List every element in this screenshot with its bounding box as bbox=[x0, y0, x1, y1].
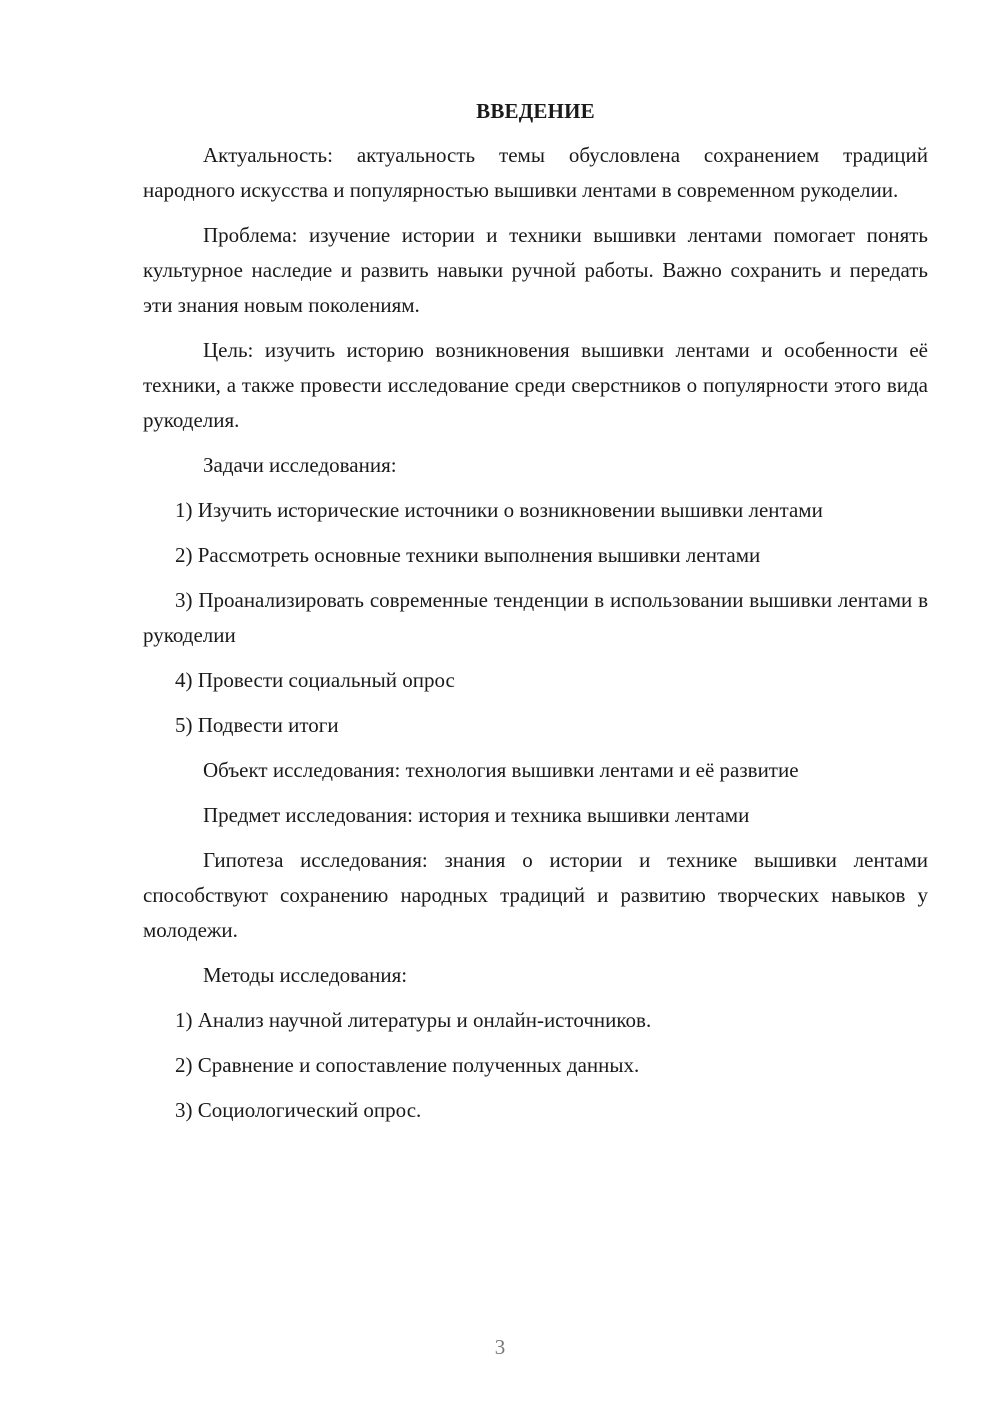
page-number: 3 bbox=[494, 1335, 506, 1359]
method-item: 2) Сравнение и сопоставление полученных данных. bbox=[175, 1053, 640, 1077]
document-page bbox=[143, 96, 928, 1138]
task-item: 5) Подвести итоги bbox=[175, 713, 339, 737]
method-item: 1) Анализ научной литературы и онлайн-источников. bbox=[175, 1008, 652, 1032]
task-item: 4) Провести социальный опрос bbox=[175, 668, 455, 692]
hypothesis-paragraph: Гипотеза исследования: знания о истории и технике вышивки лентами способствуют сохранению народных традиций и развитию творческих навыков у молодежи. bbox=[143, 848, 928, 942]
goal-paragraph: Цель: изучить историю возникновения вышивки лентами и особенности её техники, а также провести исследование среди сверстников о популярности этого вида рукоделия. bbox=[143, 338, 928, 432]
task-item: 1) Изучить исторические источники о возникновении вышивки лентами bbox=[175, 498, 823, 522]
task-item: 2) Рассмотреть основные техники выполнения вышивки лентами bbox=[175, 543, 761, 567]
method-item: 3) Социологический опрос. bbox=[175, 1098, 422, 1122]
relevance-paragraph: Актуальность: актуальность темы обусловлена сохранением традиций народного искусства и популярностью вышивки лентами в современном рукоделии. bbox=[143, 143, 928, 202]
task-item: 3) Проанализировать современные тенденции в использовании вышивки лентами в рукоделии bbox=[143, 588, 928, 647]
page-title: ВВЕДЕНИЕ bbox=[476, 99, 595, 123]
methods-heading: Методы исследования: bbox=[203, 963, 408, 987]
object-paragraph: Объект исследования: технология вышивки лентами и её развитие bbox=[203, 758, 799, 782]
tasks-heading: Задачи исследования: bbox=[203, 453, 397, 477]
problem-paragraph: Проблема: изучение истории и техники вышивки лентами помогает понять культурное наследие и развить навыки ручной работы. Важно сохранить и передать эти знания новым поколениям. bbox=[143, 223, 928, 317]
subject-paragraph: Предмет исследования: история и техника вышивки лентами bbox=[203, 803, 750, 827]
